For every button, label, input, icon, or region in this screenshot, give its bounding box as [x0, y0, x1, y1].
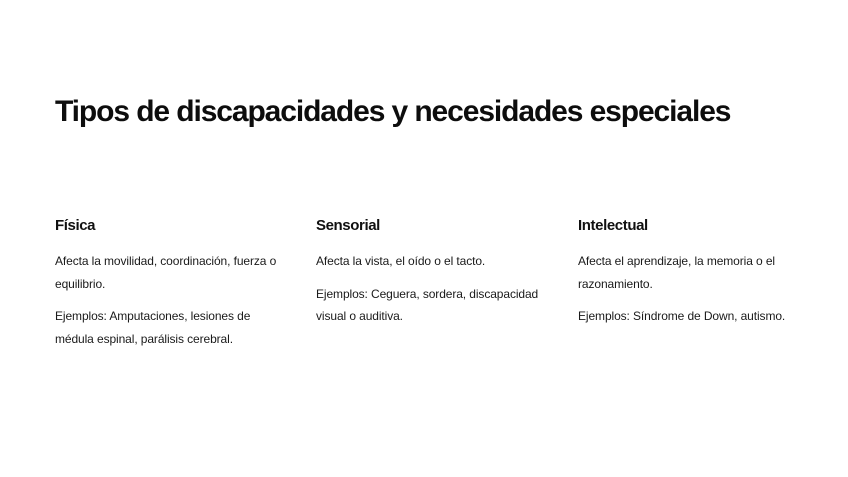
slide-title: Tipos de discapacidades y necesidades especiales: [55, 95, 731, 128]
column-examples: Ejemplos: Síndrome de Down, autismo.: [578, 309, 786, 323]
column-sensorial: [316, 215, 551, 338]
column-heading: Física: [55, 217, 96, 234]
column-examples: Ejemplos: Ceguera, sordera, discapacidad visual o auditiva.: [316, 286, 539, 323]
column-heading: Intelectual: [578, 217, 648, 234]
column-description: Afecta la vista, el oído o el tacto.: [316, 254, 486, 268]
disability-types-columns: [55, 215, 815, 375]
column-description: Afecta la movilidad, coordinación, fuerza o equilibrio.: [55, 254, 277, 291]
column-intelectual: [578, 215, 813, 338]
column-description: Afecta el aprendizaje, la memoria o el razonamiento.: [578, 254, 775, 291]
column-heading: Sensorial: [316, 217, 380, 234]
column-fisica: [55, 215, 290, 360]
column-examples: Ejemplos: Amputaciones, lesiones de médula espinal, parálisis cerebral.: [55, 309, 251, 346]
